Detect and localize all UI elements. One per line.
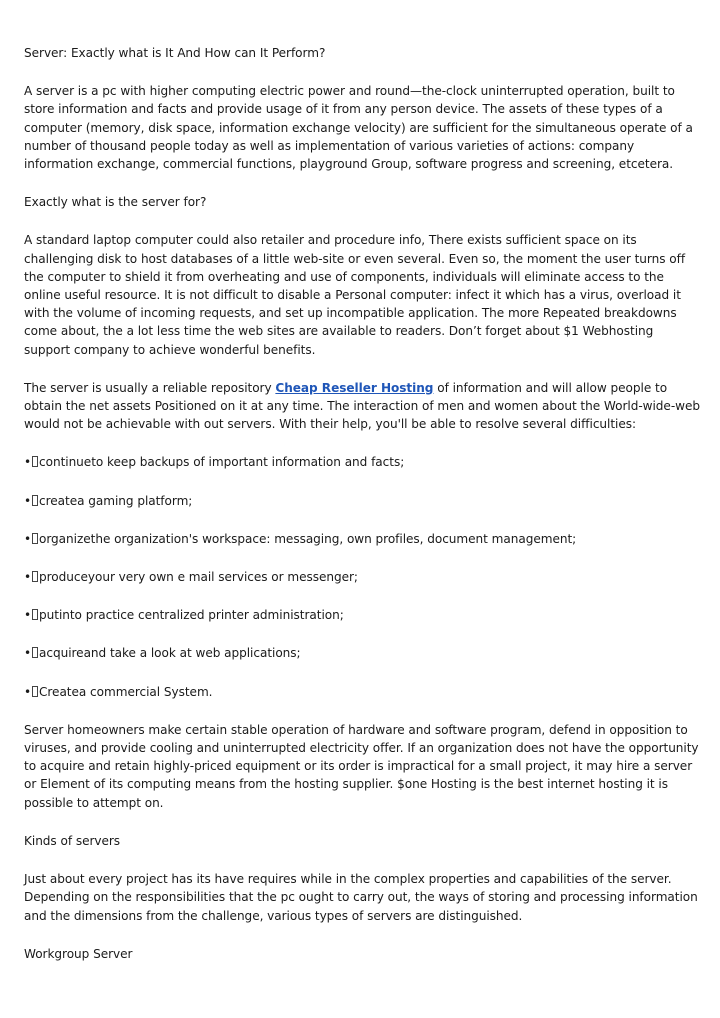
list-item-verb: put bbox=[39, 608, 59, 623]
list-item bbox=[24, 453, 700, 471]
list-item-verb: acquire bbox=[39, 646, 84, 661]
missing-glyph-icon bbox=[32, 609, 38, 620]
missing-glyph-icon bbox=[32, 571, 38, 582]
bullet-icon: • bbox=[24, 608, 32, 623]
section-heading-kinds: Kinds of servers bbox=[24, 833, 121, 848]
paragraph-text-before-link: The server is usually a reliable repository bbox=[24, 380, 276, 395]
paragraph-project-needs: Just about every project has its have requires while in the complex properties and capabilities of the server. Depending on the responsibilities that the pc ought to carry out, the ways of storing and processing information and the dimensions from the challenge, various types of servers are distinguished. bbox=[24, 872, 698, 923]
bullet-icon: • bbox=[24, 531, 32, 546]
paragraph-server-owners: Server homeowners make certain stable operation of hardware and software program, defend in opposition to viruses, and provide cooling and uninterrupted electricity offer. If an organization does not have the opportunity to acquire and retain highly-priced equipment or its order is impractical for a small project, it may hire a server or Element of its computing means from the hosting supplier. $one Hosting is the best internet hosting it is possible to attempt on. bbox=[24, 722, 699, 810]
section-heading-purpose: Exactly what is the server for? bbox=[24, 195, 207, 210]
list-item-verb: organize bbox=[39, 531, 91, 546]
list-item-verb: create bbox=[39, 493, 78, 508]
paragraph-text-after-link: of information and will allow people to obtain the net assets Positioned on it at any time. The interaction of men and women about the World-wide-web would not be achievable with out servers. With their help, you'll be able to resolve several difficulties: bbox=[24, 380, 700, 432]
list-item bbox=[24, 568, 700, 586]
cheap-reseller-hosting-link[interactable]: Cheap Reseller Hosting bbox=[275, 380, 434, 395]
list-item-text: a commercial System. bbox=[78, 684, 213, 699]
list-item-verb: produce bbox=[39, 570, 88, 585]
missing-glyph-icon bbox=[32, 456, 38, 467]
bullet-icon: • bbox=[24, 570, 32, 585]
list-item-text: into practice centralized printer administration; bbox=[58, 608, 344, 623]
section-heading-workgroup: Workgroup Server bbox=[24, 946, 133, 961]
list-item-text: your very own e mail services or messenger; bbox=[87, 570, 358, 585]
list-item-text: a gaming platform; bbox=[77, 493, 193, 508]
list-item bbox=[24, 530, 700, 548]
paragraph-repository bbox=[24, 379, 700, 434]
missing-glyph-icon bbox=[32, 533, 38, 544]
document-page bbox=[24, 44, 700, 983]
page-title: Server: Exactly what is It And How can It Perform? bbox=[24, 46, 326, 60]
list-item bbox=[24, 683, 700, 701]
list-item-text: the organization's workspace: messaging, own profiles, document management; bbox=[90, 531, 577, 546]
paragraph-laptop: A standard laptop computer could also retailer and procedure info, There exists sufficient space on its challenging disk to host databases of a little web-site or even several. Even so, the moment the user turns off the computer to shield it from overheating and use of components, individuals will eliminate access to the online useful resource. It is not difficult to disable a Personal computer: infect it which has a virus, overload it with the volume of incoming requests, and set up incompatible application. The more Repeated breakdowns come about, the a lot less time the web sites are available to readers. Don’t forget about $1 Webhosting support company to achieve wonderful benefits. bbox=[24, 233, 686, 357]
bullet-icon: • bbox=[24, 646, 32, 661]
list-item-verb: continue bbox=[39, 455, 92, 470]
missing-glyph-icon bbox=[32, 686, 38, 697]
missing-glyph-icon bbox=[32, 647, 38, 658]
bullet-icon: • bbox=[24, 684, 32, 699]
list-item-text: to keep backups of important information and facts; bbox=[91, 455, 405, 470]
list-item-text: and take a look at web applications; bbox=[83, 646, 301, 661]
bullet-icon: • bbox=[24, 455, 32, 470]
bullet-icon: • bbox=[24, 493, 32, 508]
missing-glyph-icon bbox=[32, 495, 38, 506]
list-item bbox=[24, 606, 700, 624]
list-item-verb: Create bbox=[39, 684, 79, 699]
list-item bbox=[24, 492, 700, 510]
list-item bbox=[24, 644, 700, 662]
paragraph-intro: A server is a pc with higher computing electric power and round—the-clock uninterrupted operation, built to store information and facts and provide usage of it from any person device. The assets of these types of a computer (memory, disk space, information exchange velocity) are sufficient for the simultaneous operate of a number of thousand people today as well as implementation of various varieties of actions: company information exchange, commercial functions, playground Group, software progress and screening, etcetera. bbox=[24, 84, 693, 172]
